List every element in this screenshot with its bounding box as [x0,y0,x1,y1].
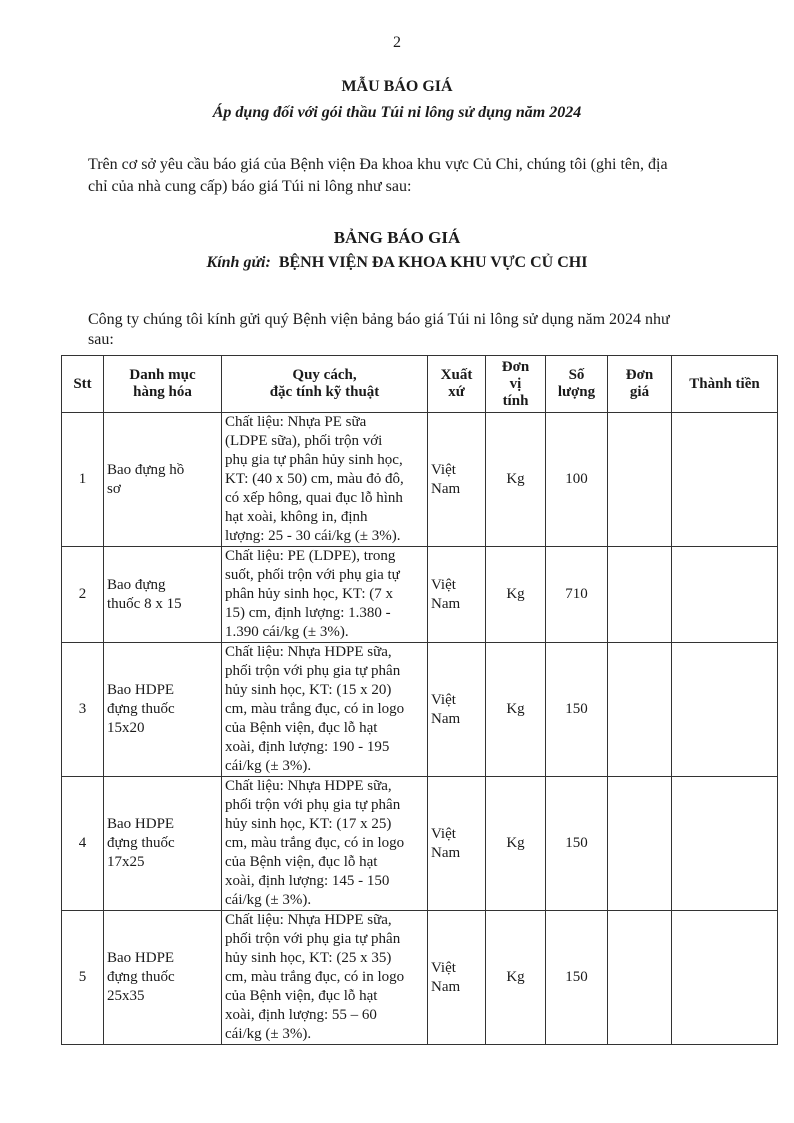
cell-unit-price[interactable] [608,777,672,911]
cell-item-name: Bao đựng hồ sơ [104,413,222,547]
cell-unit: Kg [486,643,546,777]
document-title: MẪU BÁO GIÁ [341,78,453,95]
header-stt: Stt [62,356,104,413]
header-item-name: Danh mục hàng hóa [104,356,222,413]
cell-unit: Kg [486,777,546,911]
table-row [62,777,778,911]
cell-item-name: Bao HDPE đựng thuốc 17x25 [104,777,222,911]
recipient-name: BỆNH VIỆN ĐA KHOA KHU VỰC CỦ CHI [278,254,588,271]
cell-item-name: Bao đựng thuốc 8 x 15 [104,547,222,643]
cell-quantity: 710 [546,547,608,643]
cell-unit: Kg [486,547,546,643]
cell-specification: Chất liệu: Nhựa HDPE sữa, phối trộn với phụ gia tự phân hủy sinh học, KT: (15 x 20) cm, màu trắng đục, có in logo của Bệnh viện, đục lỗ hạt xoài, định lượng: 190 - 195 cái/kg (± 3%). [222,643,428,777]
cell-stt: 4 [62,777,104,911]
intro-line-1: Trên cơ sở yêu cầu báo giá của Bệnh viện Đa khoa khu vực Củ Chi, chúng tôi (ghi tên, địa [88,156,668,173]
cell-specification: Chất liệu: Nhựa HDPE sữa, phối trộn với phụ gia tự phân hủy sinh học, KT: (17 x 25) cm, màu trắng đục, có in logo của Bệnh viện, đục lỗ hạt xoài, định lượng: 145 - 150 cái/kg (± 3%). [222,777,428,911]
cell-quantity: 150 [546,643,608,777]
table-header-row [62,356,778,413]
cell-unit-price[interactable] [608,911,672,1045]
cell-origin: Việt Nam [428,777,486,911]
header-specification: Quy cách, đặc tính kỹ thuật [222,356,428,413]
header-unit-price: Đơn giá [608,356,672,413]
cell-origin: Việt Nam [428,643,486,777]
cell-stt: 2 [62,547,104,643]
cell-total[interactable] [672,413,778,547]
cell-origin: Việt Nam [428,413,486,547]
cell-origin: Việt Nam [428,547,486,643]
cell-unit-price[interactable] [608,413,672,547]
recipient [0,254,794,272]
cell-specification: Chất liệu: PE (LDPE), trong suốt, phối trộn với phụ gia tự phân hủy sinh học, KT: (7 x 15) cm, định lượng: 1.380 - 1.390 cái/kg (± 3%). [222,547,428,643]
quote-title: BẢNG BÁO GIÁ [333,228,461,247]
cell-specification: Chất liệu: Nhựa PE sữa (LDPE sữa), phối trộn với phụ gia tự phân hủy sinh học, KT: (40 x 50) cm, màu đỏ đô, có xếp hông, quai đục lỗ hình hạt xoài, không in, định lượng: 25 - 30 cái/kg (± 3%). [222,413,428,547]
letter-body [88,310,738,350]
quote-table [61,355,778,1045]
cell-origin: Việt Nam [428,911,486,1045]
body-line-1: Công ty chúng tôi kính gửi quý Bệnh viện bảng báo giá Túi ni lông sử dụng năm 2024 như [88,311,670,328]
document-subtitle: Áp dụng đối với gói thầu Túi ni lông sử dụng năm 2024 [212,104,582,121]
header-total: Thành tiền [672,356,778,413]
cell-quantity: 150 [546,777,608,911]
cell-quantity: 100 [546,413,608,547]
cell-unit: Kg [486,413,546,547]
cell-unit-price[interactable] [608,643,672,777]
table-row [62,547,778,643]
cell-stt: 1 [62,413,104,547]
cell-total[interactable] [672,777,778,911]
header-origin: Xuất xứ [428,356,486,413]
header-quantity: Số lượng [546,356,608,413]
cell-item-name: Bao HDPE đựng thuốc 25x35 [104,911,222,1045]
cell-specification: Chất liệu: Nhựa HDPE sữa, phối trộn với phụ gia tự phân hủy sinh học, KT: (25 x 35) cm, màu trắng đục, có in logo của Bệnh viện, đục lỗ hạt xoài, định lượng: 55 – 60 cái/kg (± 3%). [222,911,428,1045]
recipient-label: Kính gửi: [206,254,271,271]
cell-total[interactable] [672,911,778,1045]
table-row [62,911,778,1045]
cell-unit-price[interactable] [608,547,672,643]
body-line-2: sau: [88,331,114,348]
page-number: 2 [393,34,401,51]
cell-total[interactable] [672,547,778,643]
table-row [62,643,778,777]
intro-line-2: chỉ của nhà cung cấp) báo giá Túi ni lông như sau: [88,178,412,195]
table-row [62,413,778,547]
cell-item-name: Bao HDPE đựng thuốc 15x20 [104,643,222,777]
intro-paragraph [88,154,748,198]
cell-quantity: 150 [546,911,608,1045]
cell-stt: 5 [62,911,104,1045]
cell-unit: Kg [486,911,546,1045]
header-unit: Đơn vị tính [486,356,546,413]
cell-stt: 3 [62,643,104,777]
cell-total[interactable] [672,643,778,777]
